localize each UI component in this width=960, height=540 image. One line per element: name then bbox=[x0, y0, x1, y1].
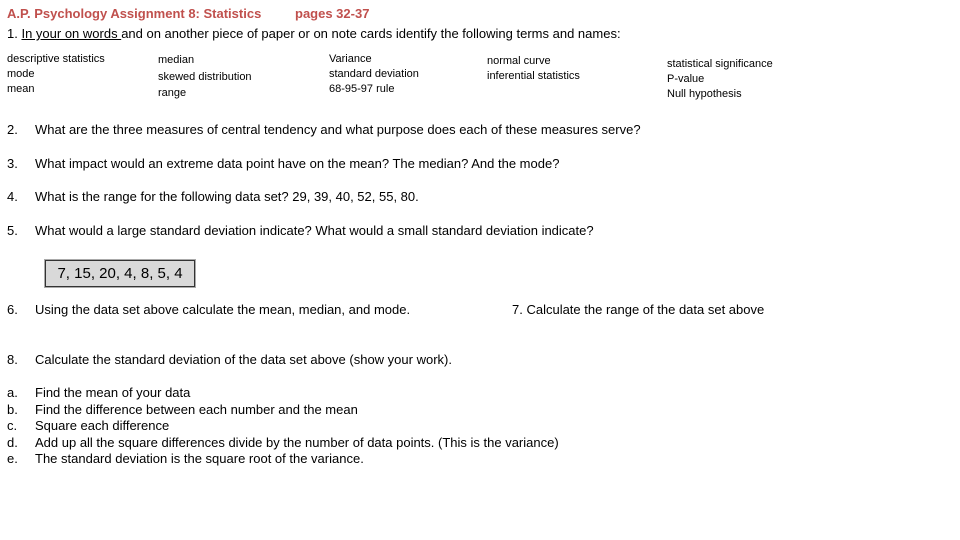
step-letter: a. bbox=[7, 385, 18, 400]
question-3-text: What impact would an extreme data point have on the mean? The median? And the mode? bbox=[35, 156, 560, 171]
term: P-value bbox=[667, 73, 705, 85]
term: mean bbox=[7, 83, 35, 95]
term: median bbox=[158, 54, 195, 66]
step-letter: e. bbox=[7, 451, 18, 466]
question-7-text: 7. Calculate the range of the data set above bbox=[512, 302, 765, 317]
question-3-number: 3. bbox=[7, 156, 18, 171]
question-6-text: Using the data set above calculate the mean, median, and mode. bbox=[35, 302, 411, 317]
term: inferential statistics bbox=[487, 70, 580, 82]
terms-column-4 bbox=[487, 54, 580, 84]
step-letter: b. bbox=[7, 401, 18, 417]
question-2-text: What are the three measures of central tendency and what purpose does each of these measures serve? bbox=[35, 122, 641, 137]
step-letters bbox=[7, 385, 18, 468]
term: statistical significance bbox=[667, 58, 773, 70]
terms-column-5 bbox=[667, 57, 773, 102]
term: normal curve bbox=[487, 55, 551, 67]
question-2-number: 2. bbox=[7, 122, 18, 137]
question-4-number: 4. bbox=[7, 189, 18, 204]
question-8-number: 8. bbox=[7, 352, 18, 367]
question-1-number: 1. bbox=[7, 26, 22, 41]
step-text: Add up all the square differences divide by the number of data points. (This is the variance) bbox=[35, 434, 559, 450]
step-letter: c. bbox=[7, 418, 18, 433]
page-range: pages 32-37 bbox=[295, 6, 370, 21]
step-text: The standard deviation is the square root of the variance. bbox=[35, 451, 364, 466]
term: Null hypothesis bbox=[667, 88, 742, 100]
term: skewed distribution bbox=[158, 70, 252, 83]
step-text: Find the mean of your data bbox=[35, 385, 191, 400]
step-text: Find the difference between each number and the mean bbox=[35, 401, 358, 417]
terms-column-1 bbox=[7, 52, 105, 97]
terms-column-3 bbox=[329, 52, 419, 97]
question-8-text: Calculate the standard deviation of the data set above (show your work). bbox=[35, 352, 452, 367]
terms-column-2 bbox=[158, 52, 252, 102]
term: mode bbox=[7, 68, 35, 80]
term: Variance bbox=[329, 53, 372, 65]
term: standard deviation bbox=[329, 68, 419, 80]
step-letter: d. bbox=[7, 434, 18, 450]
data-set-box: 7, 15, 20, 4, 8, 5, 4 bbox=[45, 260, 195, 287]
question-4-text: What is the range for the following data set? 29, 39, 40, 52, 55, 80. bbox=[35, 189, 419, 204]
question-1-underlined: In your on words bbox=[21, 26, 122, 41]
question-5-number: 5. bbox=[7, 223, 18, 238]
question-1-text: and on another piece of paper or on note cards identify the following terms and names: bbox=[121, 26, 621, 41]
term: 68-95-97 rule bbox=[329, 83, 395, 95]
assignment-title: A.P. Psychology Assignment 8: Statistics bbox=[7, 6, 262, 21]
step-texts bbox=[35, 385, 559, 468]
term: range bbox=[158, 87, 187, 99]
question-1 bbox=[7, 26, 621, 41]
question-5-text: What would a large standard deviation indicate? What would a small standard deviation indicate? bbox=[35, 223, 594, 238]
step-text: Square each difference bbox=[35, 418, 170, 433]
term: descriptive statistics bbox=[7, 53, 105, 65]
question-6-number: 6. bbox=[7, 302, 18, 317]
